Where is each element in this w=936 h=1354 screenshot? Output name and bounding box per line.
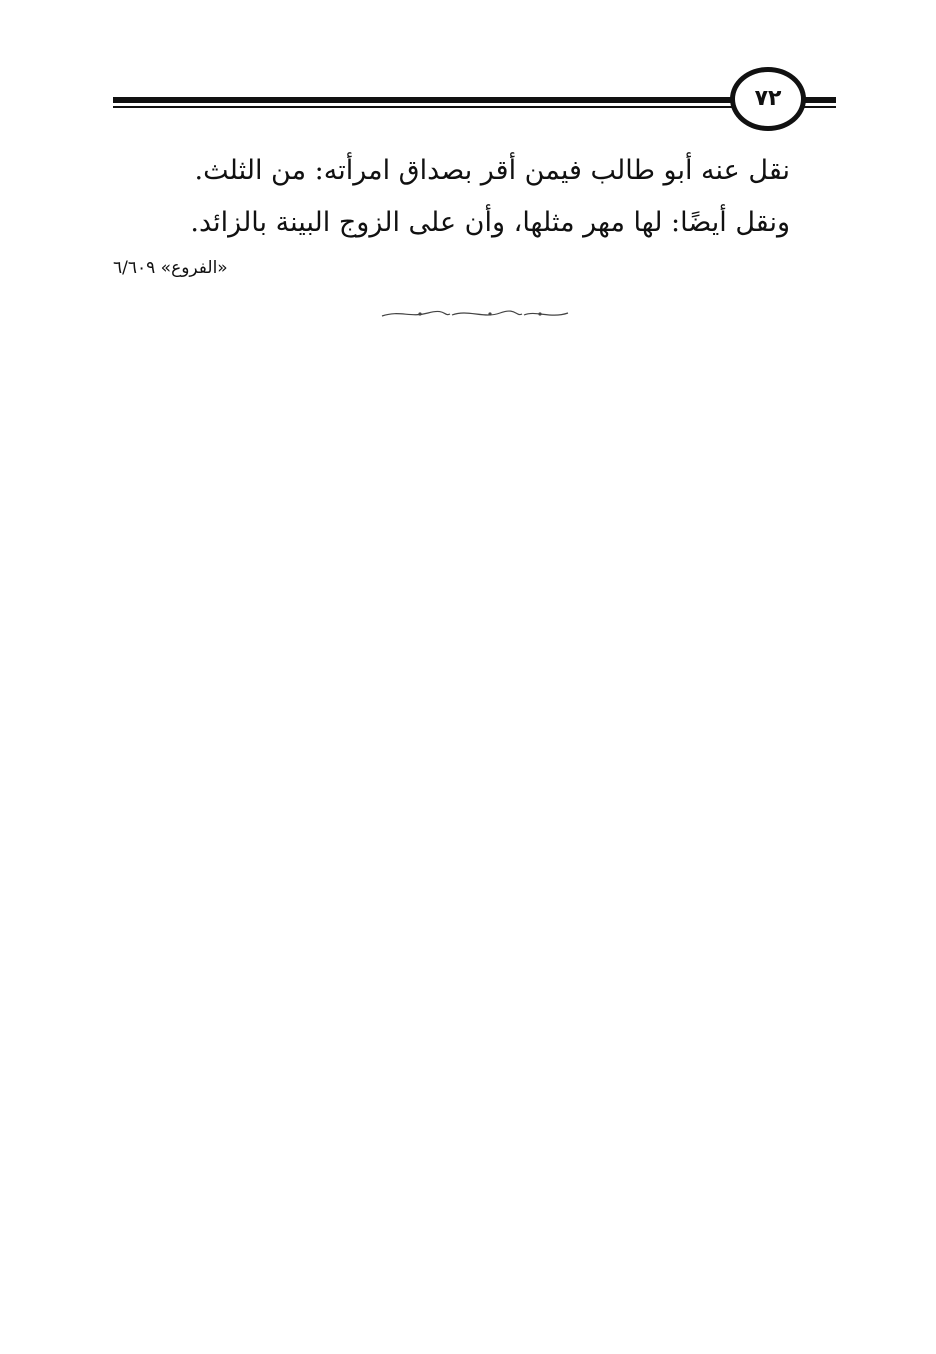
end-ornament (380, 305, 570, 323)
body-line-2: ونقل أيضًا: لها مهر مثلها، وأن على الزوج البينة بالزائد. (190, 207, 790, 238)
header-rule-thin (113, 106, 735, 108)
header-rule-thick (113, 97, 735, 103)
body-line-1: نقل عنه أبو طالب فيمن أقر بصداق امرأته: من الثلث. (194, 155, 790, 186)
page-number-ring (730, 67, 806, 131)
header-rule-right-thin (800, 106, 836, 108)
page-number: ٧٢ (754, 86, 782, 111)
source-citation: «الفروع» ٦/٦٠٩ (113, 258, 228, 278)
page-header (0, 0, 936, 140)
